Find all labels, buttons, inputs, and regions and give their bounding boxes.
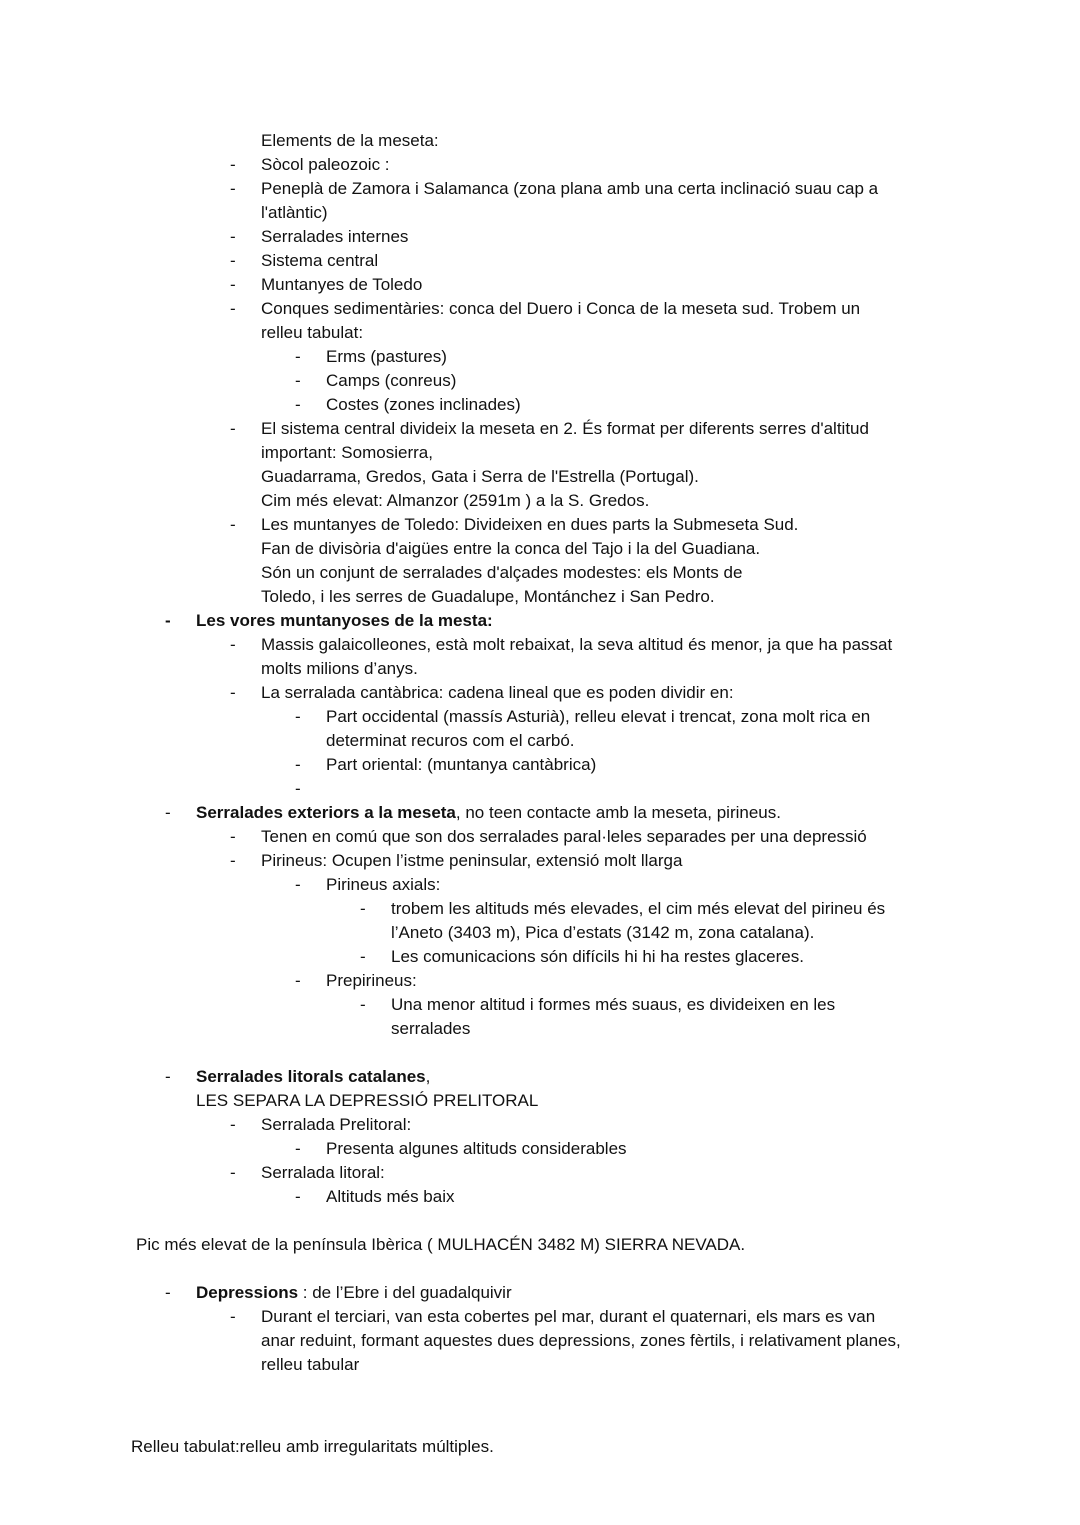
list-item: - Serralada Prelitoral: — [230, 1115, 412, 1134]
list-item: - Pirineus axials: — [295, 875, 441, 894]
text-line: molts milions d’anys. — [261, 659, 418, 678]
text-line: Toledo, i les serres de Guadalupe, Montánchez i San Pedro. — [261, 587, 715, 606]
list-item: - Presenta algunes altituds considerables — [295, 1139, 627, 1158]
list-item: - Massis galaicolleones, està molt rebaixat, la seva altitud és menor, ja que ha passat — [230, 635, 893, 654]
list-item: - Camps (conreus) — [295, 371, 457, 390]
text-line: determinat recuros com el carbó. — [326, 731, 575, 750]
text-line: LES SEPARA LA DEPRESSIÓ PRELITORAL — [196, 1091, 539, 1110]
footer-definition: Relleu tabulat:relleu amb irregularitats múltiples. — [131, 1437, 494, 1456]
list-item: - El sistema central divideix la meseta en 2. És format per diferents serres d'altitud — [230, 419, 869, 438]
list-item: - Sistema central — [230, 251, 379, 270]
text-line: Cim més elevat: Almanzor (2591m ) a la S. Gredos. — [261, 491, 650, 510]
list-item: - Sòcol paleozoic : — [230, 155, 390, 174]
blank-line — [0, 1209, 1080, 1233]
section-heading: - Les vores muntanyoses de la mesta: — [165, 611, 493, 630]
text-line: Són un conjunt de serralades d'alçades modestes: els Monts de — [261, 563, 743, 582]
list-item: - Muntanyes de Toledo — [230, 275, 423, 294]
notes-body — [0, 129, 1080, 1377]
text-line: important: Somosierra, — [261, 443, 433, 462]
list-item: - Pirineus: Ocupen l’istme peninsular, extensió molt llarga — [230, 851, 683, 870]
empty-list-item: - — [295, 779, 301, 798]
text-line: Guadarrama, Gredos, Gata i Serra de l'Estrella (Portugal). — [261, 467, 699, 486]
list-item: - Peneplà de Zamora i Salamanca (zona plana amb una certa inclinació suau cap a — [230, 179, 879, 198]
list-item: - Serralada litoral: — [230, 1163, 385, 1182]
list-item: - Part occidental (massís Asturià), relleu elevat i trencat, zona molt rica en — [295, 707, 871, 726]
list-item: - Erms (pastures) — [295, 347, 447, 366]
blank-line — [0, 1257, 1080, 1281]
section-heading: - Serralades exteriors a la meseta, no teen contacte amb la meseta, pirineus. — [165, 803, 781, 822]
list-item: - Altituds més baix — [295, 1187, 455, 1206]
text-line: l’Aneto (3403 m), Pica d’estats (3142 m, zona catalana). — [391, 923, 815, 942]
list-item: - Una menor altitud i formes més suaus, es divideixen en les — [360, 995, 836, 1014]
text-line: Elements de la meseta: — [261, 131, 439, 150]
section-heading: - Serralades litorals catalanes, — [165, 1067, 431, 1086]
text-line: relleu tabular — [261, 1355, 360, 1374]
text-line: serralades — [391, 1019, 471, 1038]
text-line: Fan de divisòria d'aigües entre la conca del Tajo i la del Guadiana. — [261, 539, 761, 558]
list-item: - La serralada cantàbrica: cadena lineal que es poden dividir en: — [230, 683, 734, 702]
list-item: - Serralades internes — [230, 227, 409, 246]
section-heading: - Depressions : de l’Ebre i del guadalquivir — [165, 1283, 512, 1302]
list-item: - Prepirineus: — [295, 971, 417, 990]
text-line: relleu tabulat: — [261, 323, 364, 342]
list-item: - Conques sedimentàries: conca del Duero i Conca de la meseta sud. Trobem un — [230, 299, 861, 318]
text-line: Pic més elevat de la península Ibèrica ( MULHACÉN 3482 M) SIERRA NEVADA. — [136, 1235, 746, 1254]
blank-line — [0, 1041, 1080, 1065]
list-item: - Part oriental: (muntanya cantàbrica) — [295, 755, 597, 774]
list-item: - Les muntanyes de Toledo: Divideixen en dues parts la Submeseta Sud. — [230, 515, 799, 534]
list-item: - Costes (zones inclinades) — [295, 395, 521, 414]
list-item: - Les comunicacions són difícils hi hi ha restes glaceres. — [360, 947, 804, 966]
list-item: - trobem les altituds més elevades, el cim més elevat del pirineu és — [360, 899, 886, 918]
text-line: anar reduint, formant aquestes dues depressions, zones fèrtils, i relativament planes, — [261, 1331, 901, 1350]
text-line: l'atlàntic) — [261, 203, 328, 222]
list-item: - Durant el terciari, van esta cobertes pel mar, durant el quaternari, els mars es van — [230, 1307, 876, 1326]
list-item: - Tenen en comú que son dos serralades paral·leles separades per una depressió — [230, 827, 867, 846]
